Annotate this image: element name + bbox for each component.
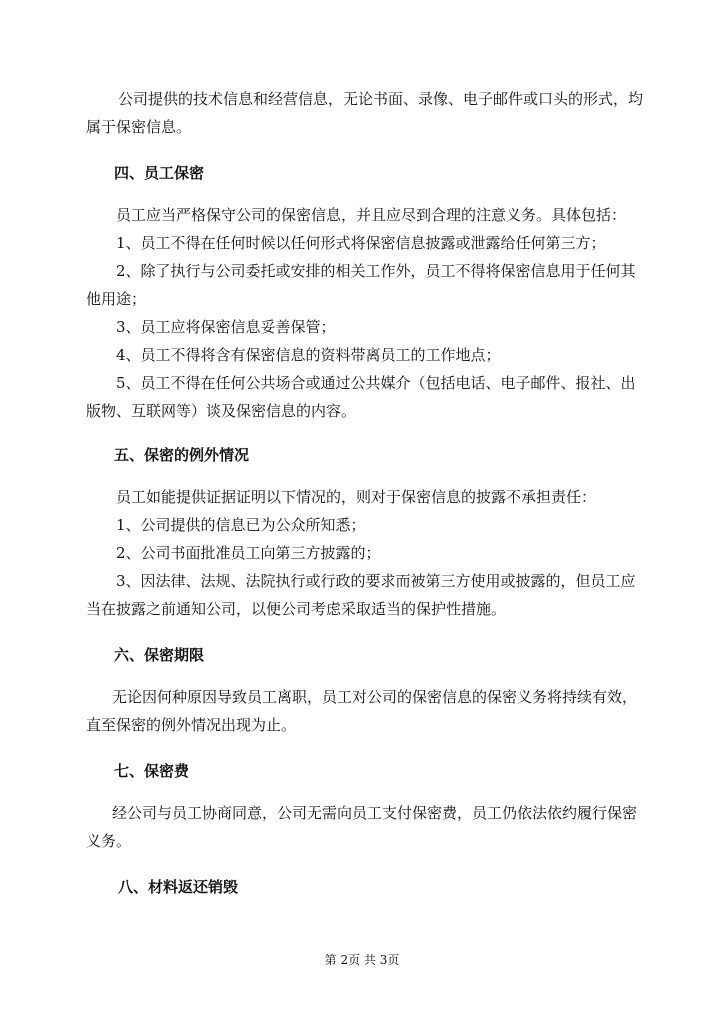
list-item: 2、除了执行与公司委托或安排的相关工作外，员工不得将保密信息用于任何其 <box>116 262 636 280</box>
list-item: 4、员工不得将含有保密信息的资料带离员工的工作地点； <box>116 346 501 364</box>
paragraph-line: 属于保密信息。 <box>86 118 192 136</box>
list-item: 1、公司提供的信息已为公众所知悉； <box>116 516 366 534</box>
paragraph-line: 员工应当严格保守公司的保密信息，并且应尽到合理的注意义务。具体包括： <box>116 206 627 224</box>
paragraph-line: 员工如能提供证据证明以下情况的，则对于保密信息的披露不承担责任： <box>116 488 597 506</box>
list-item: 3、员工应将保密信息妥善保管； <box>116 318 336 336</box>
section-heading: 五、保密的例外情况 <box>114 446 250 464</box>
paragraph-line: 公司提供的技术信息和经营信息，无论书面、录像、电子邮件或口头的形式，均 <box>118 90 644 108</box>
list-item-continuation: 当在披露之前通知公司，以便公司考虑采取适当的保护性措施。 <box>86 600 507 618</box>
paragraph-line: 义务。 <box>86 832 132 850</box>
section-heading: 八、材料返还销毁 <box>118 878 239 896</box>
list-item-continuation: 版物、互联网等）谈及保密信息的内容。 <box>86 402 357 420</box>
section-heading: 四、员工保密 <box>114 164 205 182</box>
list-item: 3、因法律、法规、法院执行或行政的要求而被第三方使用或披露的，但员工应 <box>116 572 636 590</box>
list-item: 1、员工不得在任何时候以任何形式将保密信息披露或泄露给任何第三方； <box>116 234 606 252</box>
paragraph-line: 直至保密的例外情况出现为止。 <box>86 716 297 734</box>
section-heading: 七、保密费 <box>114 762 190 780</box>
section-heading: 六、保密期限 <box>114 646 205 664</box>
list-item: 2、公司书面批准员工向第三方披露的； <box>116 544 381 562</box>
list-item: 5、员工不得在任何公共场合或通过公共媒介（包括电话、电子邮件、报社、出 <box>116 374 636 392</box>
list-item-continuation: 他用途； <box>86 290 147 308</box>
paragraph-line: 经公司与员工协商同意，公司无需向员工支付保密费，员工仍依法依约履行保密 <box>112 804 638 822</box>
paragraph-line: 无论因何种原因导致员工离职，员工对公司的保密信息的保密义务将持续有效， <box>112 688 638 706</box>
page-number-footer: 第 2页 共 3页 <box>324 953 400 967</box>
